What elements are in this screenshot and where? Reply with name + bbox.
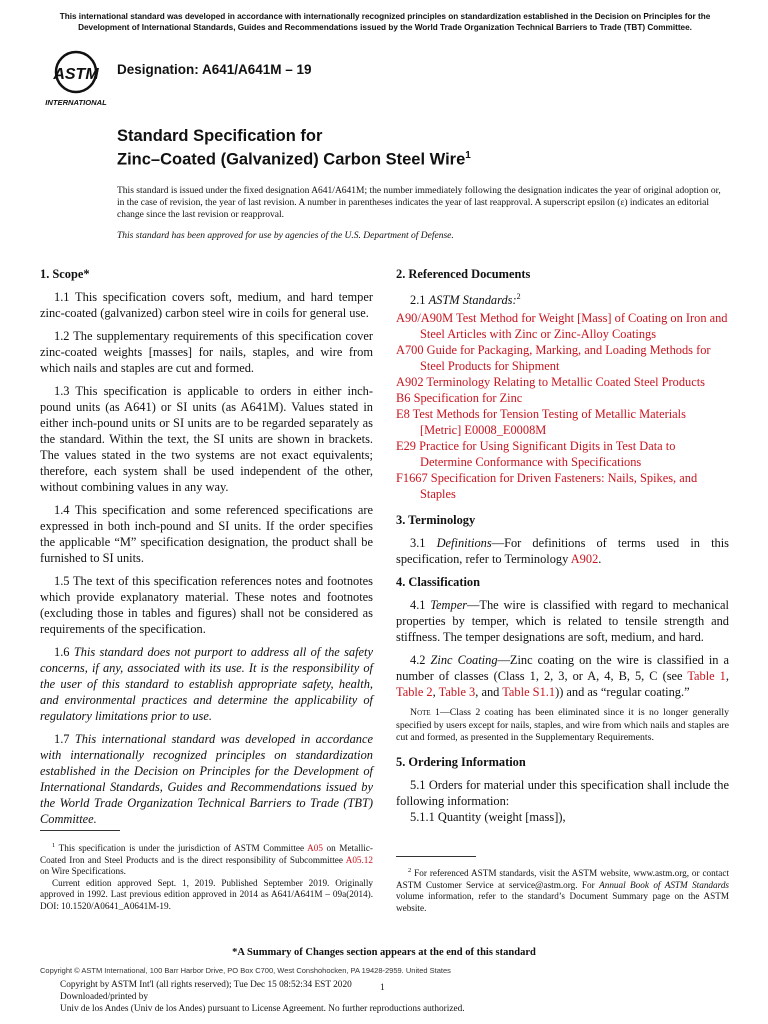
- para-1-2: 1.2 The supplementary requirements of this specification cover zinc-coated weights [masses] for nails, staples, and wire from which nails and staples are cut and formed.: [40, 329, 373, 375]
- note-label: Note 1: [410, 707, 440, 719]
- download-line-3: Univ de los Andes (Univ de los Andes) pursuant to License Agreement. No further reproductions authorized.: [60, 1004, 465, 1014]
- ref-title-link[interactable]: Terminology Relating to Metallic Coated Steel Products: [426, 375, 705, 390]
- ref-item: [396, 374, 729, 390]
- section-4-heading: 4. Classification: [396, 575, 480, 590]
- ref-title-link[interactable]: Specification for Zinc: [413, 391, 523, 406]
- para-1-1: 1.1 This specification covers soft, medium, and hard temper zinc-coated (galvanized) carbon steel wire in coils for general use.: [40, 290, 373, 320]
- note-text: —Class 2 coating has been eliminated since it is no longer generally specified by users except for nails, staples, and wire from which nails and staples are cut and formed, as presented in the Supplementary Requirements.: [396, 707, 730, 744]
- page-number: 1: [380, 983, 385, 993]
- intro-text: This standard is issued under the fixed designation A641/A641M; the number immediately following the designation indicates the year of original adoption or, in the case of revision, the year of last revision. A number in parentheses indicates the year of last reapproval. A superscript epsilon (ε) indicates an editorial change since the last revision or reapproval.: [117, 186, 721, 221]
- para-4-2-text: —Zinc coating on the wire is classified in a number of classes (Class 1, 2, 3, or A, 4, B, 5, C (see: [396, 653, 729, 684]
- para-3-1: [396, 535, 729, 567]
- ref-title-link[interactable]: Test Methods for Tension Testing of Metallic Materials [Metric] E0008_E0008M: [412, 407, 686, 438]
- document-title: [117, 126, 471, 170]
- para-1-4: 1.4 This specification and some referenced specifications are expressed in both inch-pound and SI units. If the order specifies the applicable “M” specification designation, the product shall be furnished to SI units.: [40, 503, 373, 565]
- ref-link[interactable]: A902: [396, 375, 424, 390]
- download-stamp: [60, 979, 465, 1015]
- para-4-2-end: )) and as “regular coating.”: [555, 685, 690, 700]
- para-2-1-num: 2.1: [410, 293, 426, 308]
- para-4-1-num: 4.1: [410, 598, 426, 613]
- footnote-2: $^2$ For referenced ASTM standards, visit the ASTM website, www.astm.org, or contact ASTM Customer Service at service@astm.org. For Annual Book of ASTM Standards volume information, refer to the standard’s Document Summary page on the ASTM website.: [396, 867, 729, 913]
- para-3-1-num: 3.1: [410, 536, 426, 551]
- para-4-2-sep: ,: [432, 685, 439, 700]
- footnote-1-edition: Current edition approved Sept. 1, 2019. Published September 2019. Originally approved in 1992. Last previous edition approved in 2014 as A641/A641M – 09a(2014). DOI: 10.1520/A0641_A0641M-19.: [40, 877, 373, 912]
- ref-link[interactable]: F1667: [396, 471, 428, 486]
- ref-link[interactable]: A90/A90M: [396, 311, 454, 326]
- footnote-rule-right: [396, 856, 476, 857]
- section-3-heading: 3. Terminology: [396, 513, 476, 528]
- footnote-1: $^1$ This specification is under the jurisdiction of ASTM Committee A05 on Metallic-Coated Iron and Steel Products and is the direct responsibility of Subcommittee A05.12 on Wire Specifications. Current edition approved Sept. 1, 2019. Published September 2019. Originally approved in 1992. Last previous edition approved in 2014 as A641/A641M – 09a(2014). DOI: 10.1520/A0641_A0641M-19.: [40, 842, 373, 912]
- summary-note: *A Summary of Changes section appears at the end of this standard: [232, 947, 536, 958]
- para-1-6: [40, 644, 373, 724]
- ref-title-link[interactable]: Test Method for Weight [Mass] of Coating on Iron and Steel Articles with Zinc or Zinc-Alloy Coatings: [420, 311, 728, 342]
- para-1-7: [40, 731, 373, 827]
- footnote-2-text: volume information, refer to the standard’s Document Summary page on the ASTM website.: [396, 891, 729, 913]
- ref-title-link[interactable]: Guide for Packaging, Marking, and Loading Methods for Steel Products for Shipment: [420, 343, 711, 374]
- para-2-1: [396, 289, 729, 308]
- para-5-1-1: 5.1.1 Quantity (weight [mass]),: [410, 809, 566, 824]
- title-footnote-mark: 1: [465, 150, 471, 161]
- footnote-rule-left: [40, 830, 120, 831]
- footnote-2-italic: Annual Book of ASTM Standards: [599, 879, 729, 890]
- para-4-2-sep: , and: [475, 685, 503, 700]
- right-column: [396, 266, 729, 832]
- header-notice: This international standard was developed in accordance with internationally recognized principles on standardization established in the Decision on Principles for the Development of International Standards, Guides and Recommendations issued by the World Trade Organization Technical Barriers to Trade (TBT) Committee.: [59, 12, 711, 32]
- para-4-2-num: 4.2: [410, 653, 426, 668]
- para-3-1-term: Definitions: [436, 536, 492, 551]
- ref-item: [396, 406, 729, 438]
- left-column: [40, 266, 373, 834]
- para-4-2-sep: ,: [725, 669, 729, 684]
- para-1-3: 1.3 This specification is applicable to orders in either inch-pound units (as A641) or SI units (as A641M). Values stated in either inch-pound units or SI units are to be regarded separately as the standard. Within the text, the SI units are shown in brackets. The values stated in the two systems are not exact equivalents; therefore, each system shall be used independent of the other, without combining values in any way.: [40, 384, 373, 494]
- astm-logo: [40, 48, 112, 108]
- section-5-heading: 5. Ordering Information: [396, 754, 526, 769]
- para-2-1-text: ASTM Standards:: [428, 293, 517, 308]
- logo-text: ASTM: [53, 66, 99, 83]
- section-2-heading: 2. Referenced Documents: [396, 267, 531, 281]
- para-4-1-text: —The wire is classified with regard to mechanical properties by temper, which is related to tensile strength and stiffness. The temper designations are soft, medium, and hard.: [396, 598, 729, 645]
- ref-item: [396, 310, 729, 342]
- para-5-1: 5.1 Orders for material under this specification shall include the following information:: [396, 777, 729, 808]
- ref-link[interactable]: A05.12: [345, 854, 373, 865]
- title-line-2: Zinc–Coated (Galvanized) Carbon Steel Wire: [117, 150, 466, 169]
- footnote-1-text: This specification is under the jurisdiction of ASTM Committee: [58, 843, 308, 854]
- ref-link[interactable]: E8: [396, 407, 410, 422]
- ref-item: [396, 438, 729, 470]
- para-1-7-num: 1.7: [54, 732, 70, 746]
- ref-link[interactable]: A902: [570, 552, 599, 567]
- copyright-line: Copyright © ASTM International, 100 Barr Harbor Drive, PO Box C700, West Conshohocken, PA 19428-2959. United States: [40, 966, 451, 975]
- ref-link[interactable]: Table S1.1: [502, 685, 556, 700]
- para-4-2-term: Zinc Coating: [430, 653, 498, 668]
- designation: Designation: A641/A641M – 19: [117, 62, 312, 77]
- para-2-1-sup: 2: [516, 292, 521, 301]
- footnote-1-text: on Metallic-Coated Iron and Steel Products and is the direct responsibility of Subcommittee: [40, 843, 373, 865]
- para-4-2: [396, 652, 729, 700]
- ref-link[interactable]: E29: [396, 439, 416, 454]
- ref-title-link[interactable]: Specification for Driven Fasteners: Nails, Spikes, and Staples: [420, 471, 698, 502]
- ref-item: [396, 470, 729, 502]
- ref-link[interactable]: Table 2: [396, 685, 433, 700]
- download-line-2: Downloaded/printed by: [60, 992, 149, 1002]
- note-1: [396, 707, 729, 745]
- title-line-1: Standard Specification for: [117, 127, 323, 145]
- footnote-2-text: For referenced ASTM standards, visit the ASTM website, www.astm.org, or contact ASTM Customer Service at service@astm.org. For: [396, 868, 729, 890]
- para-1-6-text: This standard does not purport to address all of the safety concerns, if any, associated with its use. It is the responsibility of the user of this standard to establish appropriate safety, health, and environmental practices and determine the applicability of regulatory limitations prior to use.: [40, 645, 373, 723]
- ref-link[interactable]: B6: [396, 391, 411, 406]
- ref-title-link[interactable]: Practice for Using Significant Digits in Test Data to Determine Conformance with Specifications: [419, 439, 676, 470]
- intro-dod: This standard has been approved for use by agencies of the U.S. Department of Defense.: [117, 231, 454, 241]
- para-3-1-text: —For definitions of terms used in this specification, refer to Terminology: [396, 536, 729, 567]
- ref-item: [396, 342, 729, 374]
- logo-subtext: INTERNATIONAL: [45, 98, 107, 107]
- ref-link[interactable]: A05: [307, 843, 323, 854]
- para-4-1: [396, 597, 729, 645]
- download-line-1: Copyright by ASTM Int'l (all rights reserved); Tue Dec 15 08:52:34 EST 2020: [60, 980, 352, 990]
- para-1-6-num: 1.6: [54, 645, 70, 659]
- para-3-1-end: .: [598, 552, 602, 567]
- ref-link[interactable]: Table 1: [687, 669, 726, 684]
- ref-link[interactable]: A700: [396, 343, 424, 358]
- para-4-1-term: Temper: [430, 598, 468, 613]
- para-1-5: 1.5 The text of this specification references notes and footnotes which provide explanatory material. These notes and footnotes (excluding those in tables and figures) shall not be considered as requirements of the specification.: [40, 574, 373, 636]
- section-1-heading: 1. Scope*: [40, 267, 90, 281]
- footnote-1-text: on Wire Specifications.: [40, 866, 126, 877]
- ref-item: [396, 390, 729, 406]
- para-1-7-text: This international standard was developed in accordance with internationally recognized principles on standardization established in the Decision on Principles for the Development of International Standards, Guides and Recommendations issued by the World Trade Organization Technical Barriers to Trade (TBT) Committee.: [40, 732, 373, 826]
- ref-link[interactable]: Table 3: [438, 685, 476, 700]
